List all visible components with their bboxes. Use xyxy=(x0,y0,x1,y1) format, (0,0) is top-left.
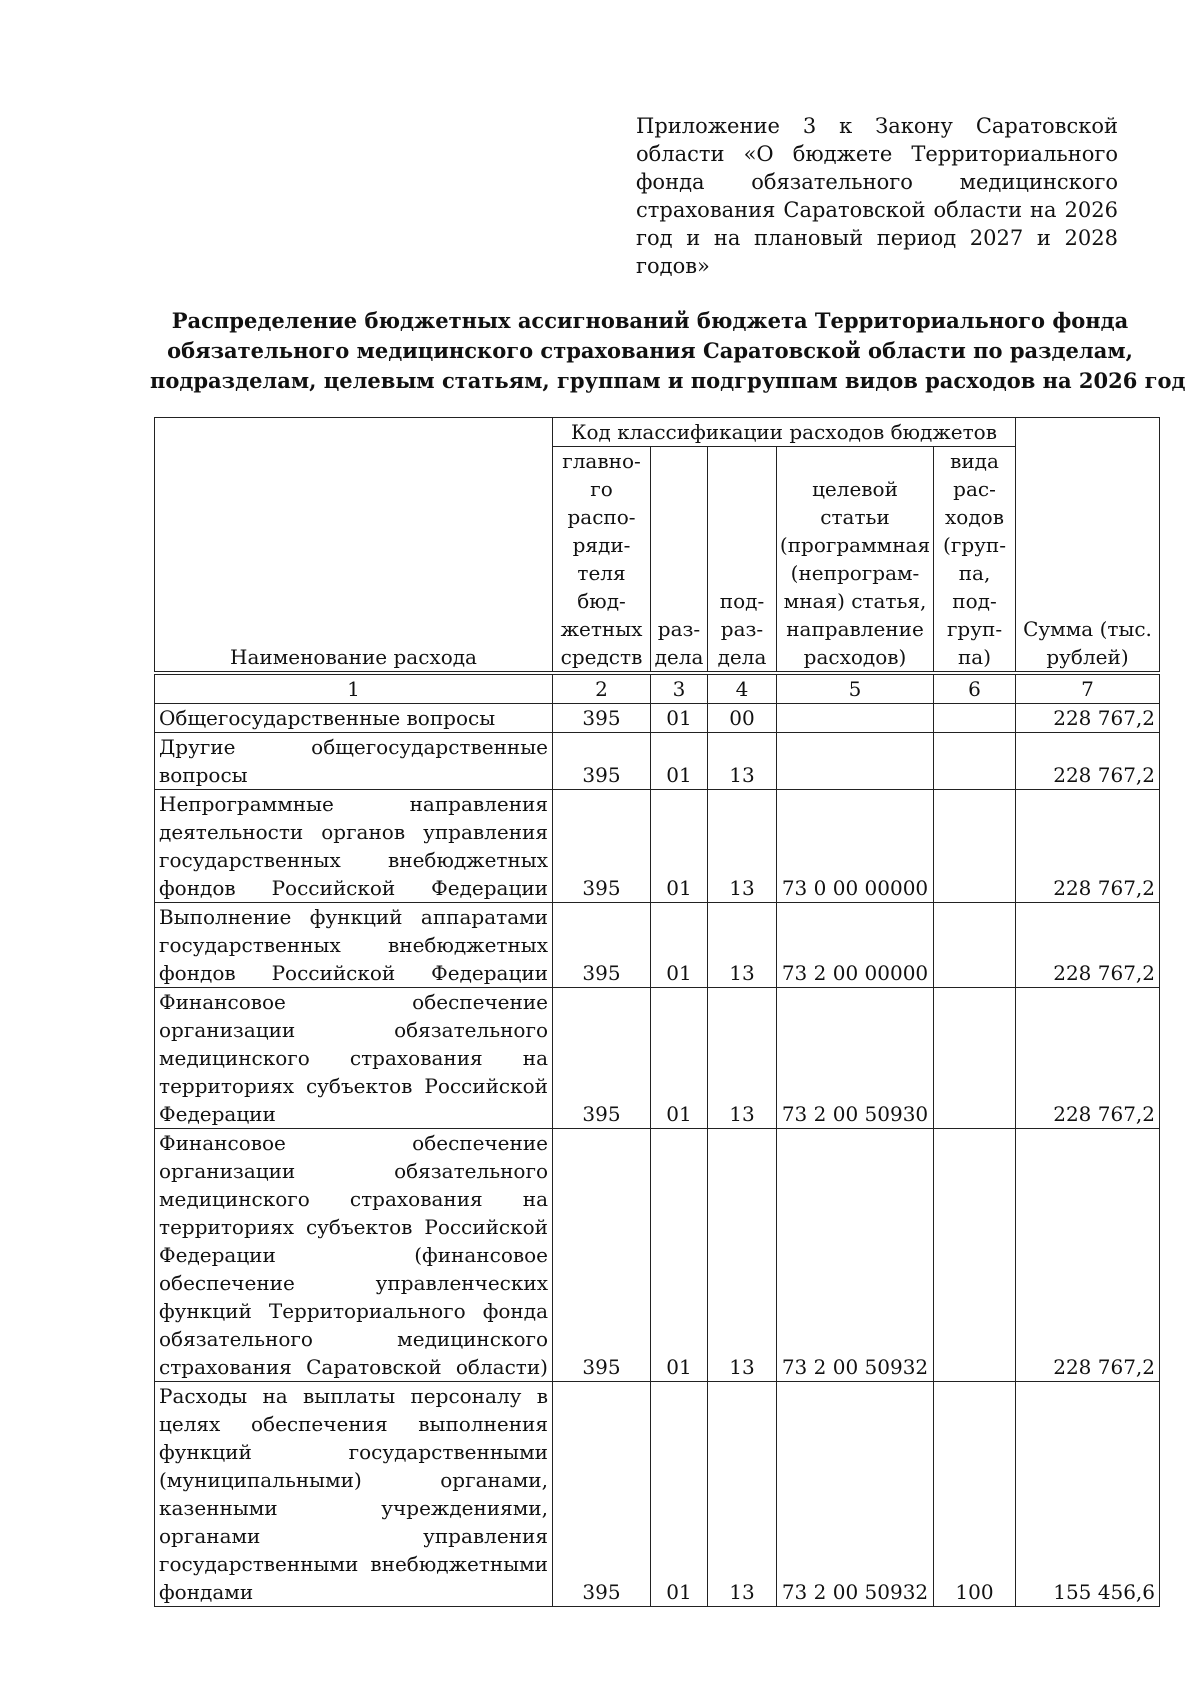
col-number: 5 xyxy=(777,673,934,704)
col-number: 6 xyxy=(934,673,1016,704)
appendix-note: Приложение 3 к Закону Саратовской области «О бюджете Территориального фонда обязательного медицинского страхования Саратовской области на 2026 год и на плановый период 2027 и 2028 годов» xyxy=(636,114,1118,278)
col-number: 1 xyxy=(155,673,553,704)
row-vid xyxy=(934,1129,1016,1382)
col-number: 4 xyxy=(708,673,777,704)
table-row xyxy=(155,903,1160,988)
col-number: 7 xyxy=(1016,673,1160,704)
column-numbers-row xyxy=(155,673,1160,704)
row-podrazdel: 13 xyxy=(708,1382,777,1607)
document-title xyxy=(150,306,1186,396)
row-name: Другие общегосударственные вопросы xyxy=(155,733,553,790)
title-line: обязательного медицинского страхования Саратовской области по разделам, xyxy=(167,338,1133,363)
row-glavny: 395 xyxy=(553,733,651,790)
row-statya xyxy=(777,733,934,790)
row-razdel: 01 xyxy=(651,1382,708,1607)
row-podrazdel: 13 xyxy=(708,1129,777,1382)
header-name: Наименование расхода xyxy=(155,418,553,674)
row-name: Расходы на выплаты персоналу в целях обеспечения выполнения функций государственными (муниципальными) органами, казенными учреждениями, органами управления государственными внебюджетными фондами xyxy=(155,1382,553,1607)
row-sum: 228 767,2 xyxy=(1016,704,1160,733)
row-glavny: 395 xyxy=(553,704,651,733)
budget-table xyxy=(154,417,1160,1607)
row-podrazdel: 13 xyxy=(708,733,777,790)
row-glavny: 395 xyxy=(553,790,651,903)
row-statya xyxy=(777,704,934,733)
header-statya: целевой статьи (программная (непрограм-мная) статья, направление расходов) xyxy=(777,447,934,674)
row-sum: 228 767,2 xyxy=(1016,1129,1160,1382)
row-sum: 155 456,6 xyxy=(1016,1382,1160,1607)
row-razdel: 01 xyxy=(651,704,708,733)
row-sum: 228 767,2 xyxy=(1016,988,1160,1129)
row-vid xyxy=(934,733,1016,790)
row-razdel: 01 xyxy=(651,1129,708,1382)
row-podrazdel: 13 xyxy=(708,988,777,1129)
row-name: Финансовое обеспечение организации обязательного медицинского страхования на территориях субъектов Российской Федерации xyxy=(155,988,553,1129)
row-razdel: 01 xyxy=(651,790,708,903)
col-number: 3 xyxy=(651,673,708,704)
row-podrazdel: 13 xyxy=(708,790,777,903)
row-vid: 100 xyxy=(934,1382,1016,1607)
row-name: Выполнение функций аппаратами государственных внебюджетных фондов Российской Федерации xyxy=(155,903,553,988)
row-statya: 73 0 00 00000 xyxy=(777,790,934,903)
table-row xyxy=(155,988,1160,1129)
row-statya: 73 2 00 00000 xyxy=(777,903,934,988)
row-podrazdel: 13 xyxy=(708,903,777,988)
header-razdel: раз-дела xyxy=(651,447,708,674)
header-code-group: Код классификации расходов бюджетов xyxy=(553,418,1016,447)
table-row xyxy=(155,704,1160,733)
row-name: Непрограммные направления деятельности органов управления государственных внебюджетных фондов Российской Федерации xyxy=(155,790,553,903)
header-podrazdel: под-раз-дела xyxy=(708,447,777,674)
row-razdel: 01 xyxy=(651,988,708,1129)
header-glavny: главно-го распо-ряди-теля бюд-жетных средств xyxy=(553,447,651,674)
row-vid xyxy=(934,903,1016,988)
row-glavny: 395 xyxy=(553,1129,651,1382)
row-vid xyxy=(934,704,1016,733)
row-vid xyxy=(934,988,1016,1129)
row-vid xyxy=(934,790,1016,903)
row-podrazdel: 00 xyxy=(708,704,777,733)
header-sum: Сумма (тыс. рублей) xyxy=(1016,418,1160,674)
table-row xyxy=(155,790,1160,903)
row-sum: 228 767,2 xyxy=(1016,790,1160,903)
col-number: 2 xyxy=(553,673,651,704)
header-vid: вида рас-ходов (груп-па, под-груп-па) xyxy=(934,447,1016,674)
row-statya: 73 2 00 50932 xyxy=(777,1382,934,1607)
row-sum: 228 767,2 xyxy=(1016,733,1160,790)
title-line: подразделам, целевым статьям, группам и подгруппам видов расходов на 2026 год xyxy=(150,368,1186,393)
row-razdel: 01 xyxy=(651,733,708,790)
row-glavny: 395 xyxy=(553,1382,651,1607)
row-statya: 73 2 00 50930 xyxy=(777,988,934,1129)
row-razdel: 01 xyxy=(651,903,708,988)
table-row xyxy=(155,1129,1160,1382)
table-row xyxy=(155,1382,1160,1607)
row-glavny: 395 xyxy=(553,903,651,988)
row-glavny: 395 xyxy=(553,988,651,1129)
row-statya: 73 2 00 50932 xyxy=(777,1129,934,1382)
row-name: Финансовое обеспечение организации обязательного медицинского страхования на территориях субъектов Российской Федерации (финансовое обеспечение управленческих функций Территориального фонда обязательного медицинского страхования Саратовской области) xyxy=(155,1129,553,1382)
table-row xyxy=(155,733,1160,790)
row-sum: 228 767,2 xyxy=(1016,903,1160,988)
row-name: Общегосударственные вопросы xyxy=(155,704,553,733)
title-line: Распределение бюджетных ассигнований бюджета Территориального фонда xyxy=(171,308,1129,333)
